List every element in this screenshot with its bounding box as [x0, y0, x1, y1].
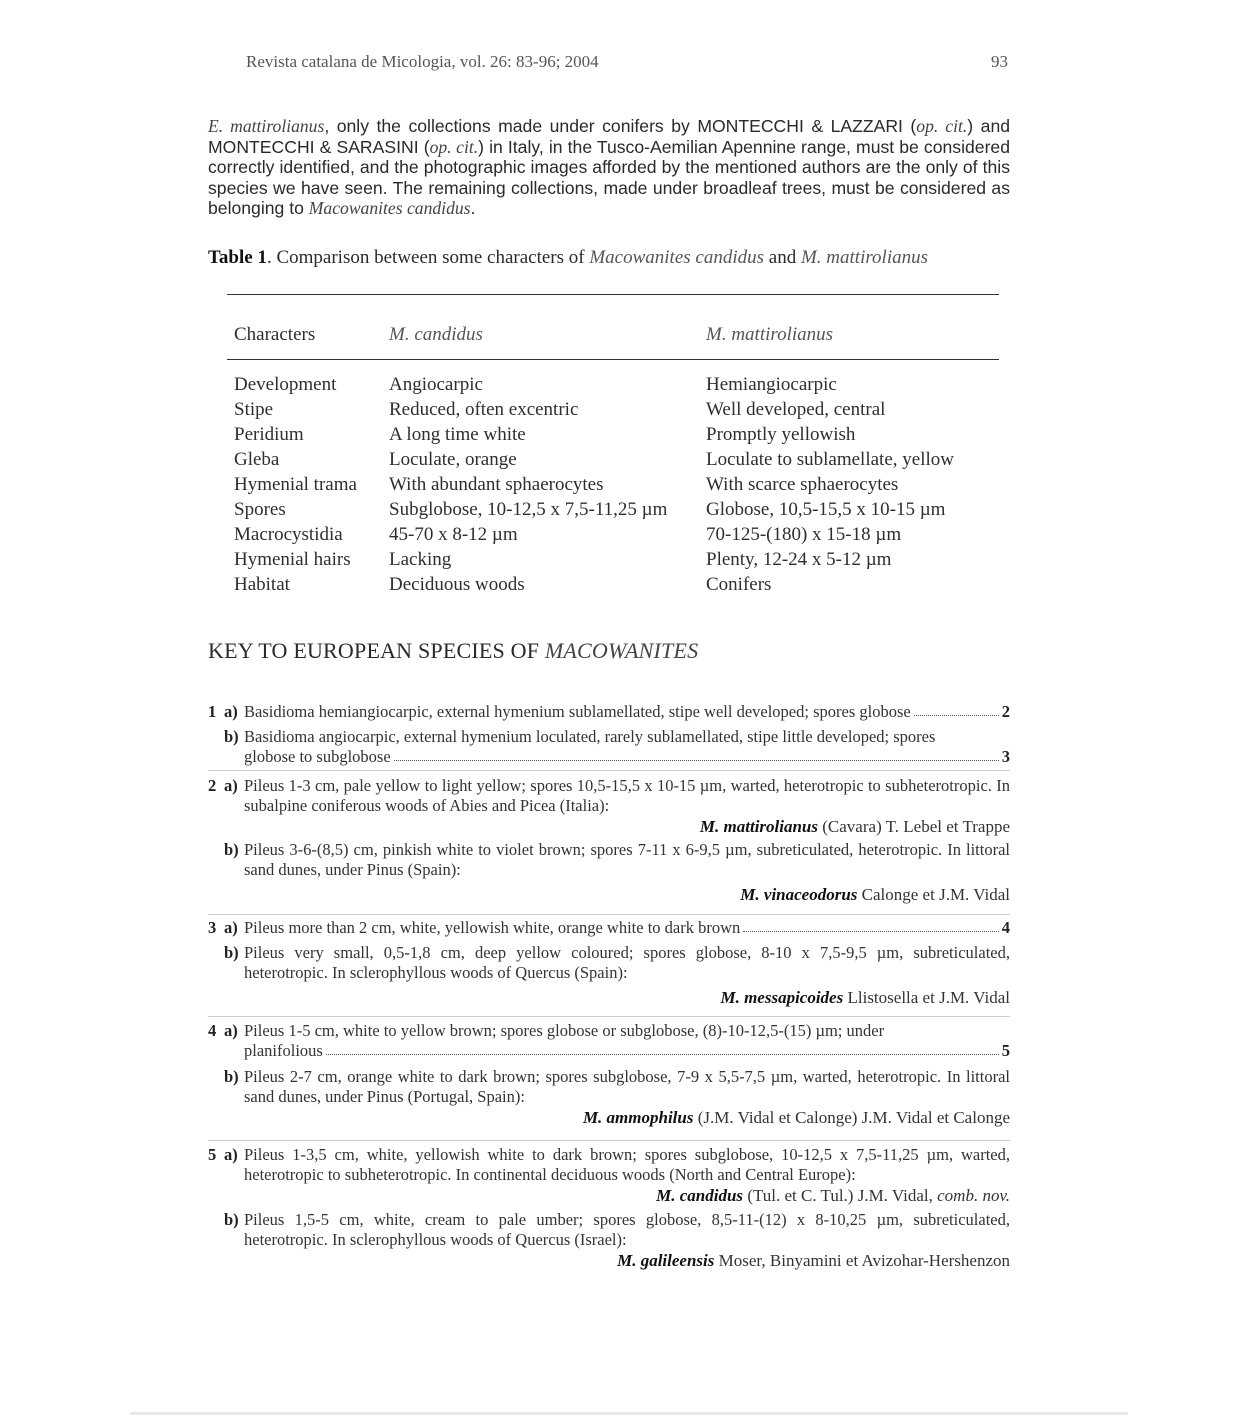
table-cell: Globose, 10,5-15,5 x 10-15 µm: [706, 498, 946, 520]
table-cell: Reduced, often excentric: [389, 398, 579, 420]
op-cit: op. cit.: [916, 116, 968, 136]
couplet-number: 4: [208, 1021, 217, 1040]
key-heading-genus: MACOWANITES: [544, 638, 699, 663]
species-name: E. mattirolianus: [208, 116, 325, 136]
table-cell: Hemiangiocarpic: [706, 373, 837, 395]
species-author: Llistosella et J.M. Vidal: [843, 988, 1010, 1007]
table-cell: Conifers: [706, 573, 772, 595]
key-heading-text: KEY TO EUROPEAN SPECIES OF: [208, 638, 545, 663]
key-entry-3: [208, 918, 1010, 1009]
key-couplet-5a: [208, 1145, 1010, 1207]
table-cell: Macrocystidia: [234, 523, 343, 545]
table-row: [227, 372, 999, 397]
couplet-text: Pileus very small, 0,5-1,8 cm, deep yellow coloured; spores globose, 8-10 x 7,5-9,5 µm, subreticulated, heterotropic. In sclerophyllous woods of Quercus (Spain):: [244, 943, 1010, 982]
key-couplet-5b: [208, 1210, 1010, 1272]
table-cell: Development: [234, 373, 337, 395]
table-cell: Deciduous woods: [389, 573, 525, 595]
column-header: M. candidus: [389, 324, 483, 345]
table-caption: [208, 247, 928, 269]
species-name: M. galileensis: [617, 1251, 715, 1270]
table-cell: Subglobose, 10-12,5 x 7,5-11,25 µm: [389, 498, 668, 520]
species-name: Macowanites candidus: [308, 198, 471, 218]
intro-text: ) and MONTECCHI & SARASINI (: [208, 116, 1011, 157]
table-cell: Spores: [234, 498, 286, 520]
leader-dots: [914, 702, 999, 716]
key-entry-1: [208, 702, 1010, 767]
intro-text: .: [470, 198, 476, 218]
species-name: M. candidus: [656, 1186, 744, 1205]
table-cell: Angiocarpic: [389, 373, 483, 395]
divider: [208, 914, 1010, 915]
couplet-target: 5: [1001, 1041, 1010, 1060]
species-author: (Tul. et C. Tul.) J.M. Vidal,: [743, 1186, 938, 1205]
species-result: [208, 884, 1010, 906]
species-result: [208, 816, 1010, 838]
table-row: [227, 572, 999, 597]
species-result: [208, 987, 1010, 1009]
table-cell: 70-125-(180) x 15-18 µm: [706, 523, 902, 545]
couplet-text: Pileus 1,5-5 cm, white, cream to pale umber; spores globose, 8,5-11-(12) x 8-10,25 µm, subreticulated, heterotropic. In sclerophyllous woods of Quercus (Israel):: [244, 1210, 1010, 1249]
couplet-target: 3: [1001, 747, 1010, 766]
running-header: [246, 52, 1008, 72]
nomenclature-note: comb. nov.: [937, 1186, 1010, 1205]
couplet-text: Basidioma angiocarpic, external hymenium loculated, rarely sublamellated, stipe little developed; spores: [244, 727, 936, 746]
key-couplet-1a: [208, 702, 1010, 722]
couplet-text: Pileus 1-3 cm, pale yellow to light yellow; spores 10,5-15,5 x 10-15 µm, warted, heterotropic to subheterotropic. In subalpine coniferous woods of Abies and Picea (Italia):: [244, 776, 1010, 815]
table-cell: Habitat: [234, 573, 290, 595]
table-cell: Well developed, central: [706, 398, 886, 420]
couplet-target: 4: [1001, 918, 1010, 937]
table-top-rule: [227, 294, 999, 295]
table-row: [227, 472, 999, 497]
couplet-lead: b): [224, 1210, 239, 1229]
leader-dots: [394, 747, 999, 761]
couplet-number: 5: [208, 1145, 217, 1164]
couplet-lead: a): [224, 702, 238, 721]
table-cell: Peridium: [234, 423, 304, 445]
comparison-table: [227, 320, 999, 597]
couplet-number: 1: [208, 702, 217, 721]
couplet-text: Pileus 3-6-(8,5) cm, pinkish white to violet brown; spores 7-11 x 6-9,5 µm, subreticulated, heterotropic. In littoral sand dunes, under Pinus (Spain):: [244, 840, 1010, 879]
species-name: M. mattirolianus: [699, 817, 819, 836]
caption-species: Macowanites candidus: [589, 247, 765, 268]
caption-text: . Comparison between some characters of: [266, 247, 590, 268]
couplet-target: 2: [1001, 702, 1010, 721]
species-author: (Cavara) T. Lebel et Trappe: [818, 817, 1010, 836]
key-couplet-4b: [208, 1067, 1010, 1129]
leader-dots: [326, 1041, 999, 1055]
caption-species: M. mattirolianus: [800, 247, 928, 268]
divider: [208, 1140, 1010, 1141]
couplet-number: 3: [208, 918, 217, 937]
couplet-text: Basidioma hemiangiocarpic, external hymenium sublamellated, stipe well developed; spores globose: [244, 702, 911, 721]
key-couplet-2a: [208, 776, 1010, 838]
couplet-lead: b): [224, 727, 239, 746]
column-header: M. mattirolianus: [706, 324, 834, 345]
op-cit: op. cit.: [429, 136, 479, 157]
species-result: [208, 1185, 1010, 1207]
species-author: (J.M. Vidal et Calonge) J.M. Vidal et Calonge: [693, 1108, 1010, 1127]
species-name: M. ammophilus: [582, 1108, 694, 1127]
table-row: [227, 422, 999, 447]
table-cell: Hymenial hairs: [234, 548, 351, 570]
key-entry-5: [208, 1145, 1010, 1272]
couplet-lead: a): [224, 1145, 238, 1164]
page-number: 93: [991, 52, 1008, 71]
couplet-lead: a): [224, 776, 238, 795]
species-name: M. messapicoides: [720, 988, 844, 1007]
table-cell: A long time white: [389, 423, 526, 445]
couplet-text: globose to subglobose: [244, 747, 391, 766]
couplet-lead: b): [224, 840, 239, 859]
table-header-row: [227, 320, 999, 350]
species-name: M. vinaceodorus: [740, 885, 858, 904]
key-entry-2: [208, 776, 1010, 906]
journal-citation: Revista catalana de Micologia, vol. 26: 83-96; 2004: [246, 52, 599, 71]
divider: [208, 1016, 1010, 1017]
species-result: [208, 1107, 1010, 1129]
table-cell: 45-70 x 8-12 µm: [389, 523, 518, 545]
couplet-text: Pileus 1-5 cm, white to yellow brown; spores globose or subglobose, (8)-10-12,5-(15) µm; under: [244, 1021, 885, 1040]
table-row: [227, 547, 999, 572]
table-cell: With abundant sphaerocytes: [389, 473, 604, 495]
key-entry-4: [208, 1021, 1010, 1129]
table-row: [227, 497, 999, 522]
key-heading: [208, 638, 698, 664]
table-cell: Gleba: [234, 448, 280, 470]
couplet-text: Pileus more than 2 cm, white, yellowish white, orange white to dark brown: [244, 918, 741, 937]
intro-text: , only the collections made under conifers by MONTECCHI & LAZZARI (: [324, 116, 917, 136]
key-couplet-2b: [208, 840, 1010, 906]
divider: [208, 770, 1010, 771]
column-header: Characters: [234, 324, 316, 345]
table-label: Table 1: [208, 247, 267, 268]
key-couplet-3a: [208, 918, 1010, 938]
table-cell: Loculate to sublamellate, yellow: [706, 448, 954, 470]
table-row: [227, 447, 999, 472]
species-result: [208, 1250, 1010, 1272]
intro-text: ) in Italy, in the Tusco-Aemilian Apennine range, must be considered correctly identified, and the photographic images afforded by the mentioned authors are the only of this species we have seen. The remaining collections, made under broadleaf trees, must be considered as belonging to: [208, 136, 1011, 218]
table-cell: Lacking: [389, 548, 452, 570]
table-cell: Promptly yellowish: [706, 423, 856, 445]
key-couplet-3b: [208, 943, 1010, 1009]
couplet-number: 2: [208, 776, 217, 795]
couplet-lead: b): [224, 1067, 239, 1086]
species-author: Moser, Binyamini et Avizohar-Hershenzon: [714, 1251, 1010, 1270]
table-cell: Hymenial trama: [234, 473, 357, 495]
table-row: [227, 522, 999, 547]
leader-dots: [743, 918, 998, 932]
scan-edge: [130, 1412, 1128, 1415]
couplet-text: planifolious: [244, 1041, 323, 1060]
couplet-text: Pileus 1-3,5 cm, white, yellowish white to dark brown; spores subglobose, 10-12,5 x 7,5-11,25 µm, warted, heterotropic to subheterotropic. In continental deciduous woods (North and Central Europe):: [244, 1145, 1010, 1184]
couplet-lead: a): [224, 918, 238, 937]
caption-text: and: [764, 247, 801, 268]
table-cell: Loculate, orange: [389, 448, 517, 470]
key-couplet-4a: [208, 1021, 1010, 1061]
key-couplet-1b: [208, 727, 1010, 767]
table-cell: With scarce sphaerocytes: [706, 473, 899, 495]
table-row: [227, 397, 999, 422]
couplet-lead: a): [224, 1021, 238, 1040]
couplet-text: Pileus 2-7 cm, orange white to dark brown; spores subglobose, 7-9 x 5,5-7,5 µm, warted, heterotropic. In littoral sand dunes, under Pinus (Portugal, Spain):: [244, 1067, 1010, 1106]
table-cell: Plenty, 12-24 x 5-12 µm: [706, 548, 892, 570]
couplet-lead: b): [224, 943, 239, 962]
intro-paragraph: [208, 116, 1010, 219]
species-author: Calonge et J.M. Vidal: [857, 885, 1010, 904]
table-cell: Stipe: [234, 398, 274, 420]
